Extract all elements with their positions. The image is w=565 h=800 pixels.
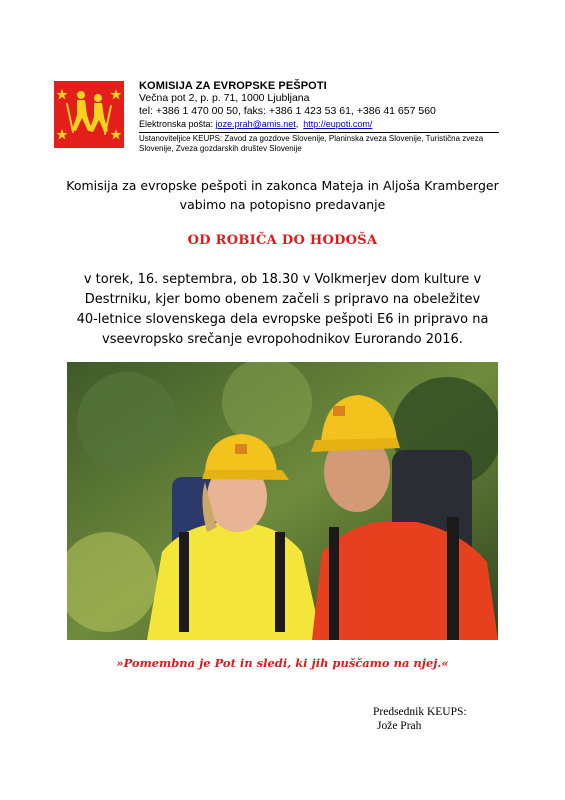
event-line-3: 40-letnice slovenskega dela evropske pešpoti E6 in pripravo na — [76, 312, 489, 327]
event-line-4: vseevropsko srečanje evropohodnikov Eurorando 2016. — [102, 332, 463, 347]
email-label: Elektronska pošta: — [139, 119, 214, 129]
org-founders: Ustanovitelјice KEUPS: Zavod za gozdove Slovenije, Planinska zveza Slovenije, Turistična zveza Slovenije, Zveza gozdarskih društev Slovenije — [139, 134, 484, 153]
event-line-2: Destrniku, kjer bomo obenem začeli s pripravo na obeležitev — [84, 292, 481, 307]
signature-name: Jože Prah — [377, 720, 422, 732]
event-details — [0, 270, 565, 350]
intro-line-1: Komisija za evropske pešpoti in zakonca Mateja in Aljoša Kramberger — [66, 178, 499, 193]
signature — [373, 705, 467, 733]
contact-separator: , — [295, 119, 299, 129]
org-contact — [139, 118, 499, 130]
org-phones: tel: +386 1 470 00 50, faks: +386 1 423 53 61, +386 41 657 560 — [139, 105, 436, 117]
keups-logo — [54, 81, 124, 148]
letterhead — [139, 80, 499, 154]
letterhead-divider — [139, 132, 499, 133]
intro — [0, 176, 565, 214]
event-line-1: v torek, 16. septembra, ob 18.30 v Volkmerjev dom kulture v — [83, 272, 482, 287]
org-address: Večna pot 2, p. p. 71, 1000 Ljubljana — [139, 92, 310, 104]
intro-line-2: vabimo na potopisno predavanje — [179, 197, 386, 212]
website-link[interactable]: http://eupoti.com/ — [303, 119, 373, 129]
signature-role: Predsednik KEUPS: — [373, 706, 467, 718]
lecture-title: OD ROBIČA DO HODOŠA — [187, 233, 378, 248]
motto-quote: »Pomembna je Pot in sledi, ki jih puščamo na njej.« — [116, 656, 449, 670]
hikers-photo — [67, 362, 498, 640]
hikers-logo-icon — [54, 81, 124, 148]
org-name: KOMISIJA ZA EVROPSKE PEŠPOTI — [139, 80, 327, 92]
email-link[interactable]: joze.prah@amis.net — [215, 119, 296, 129]
